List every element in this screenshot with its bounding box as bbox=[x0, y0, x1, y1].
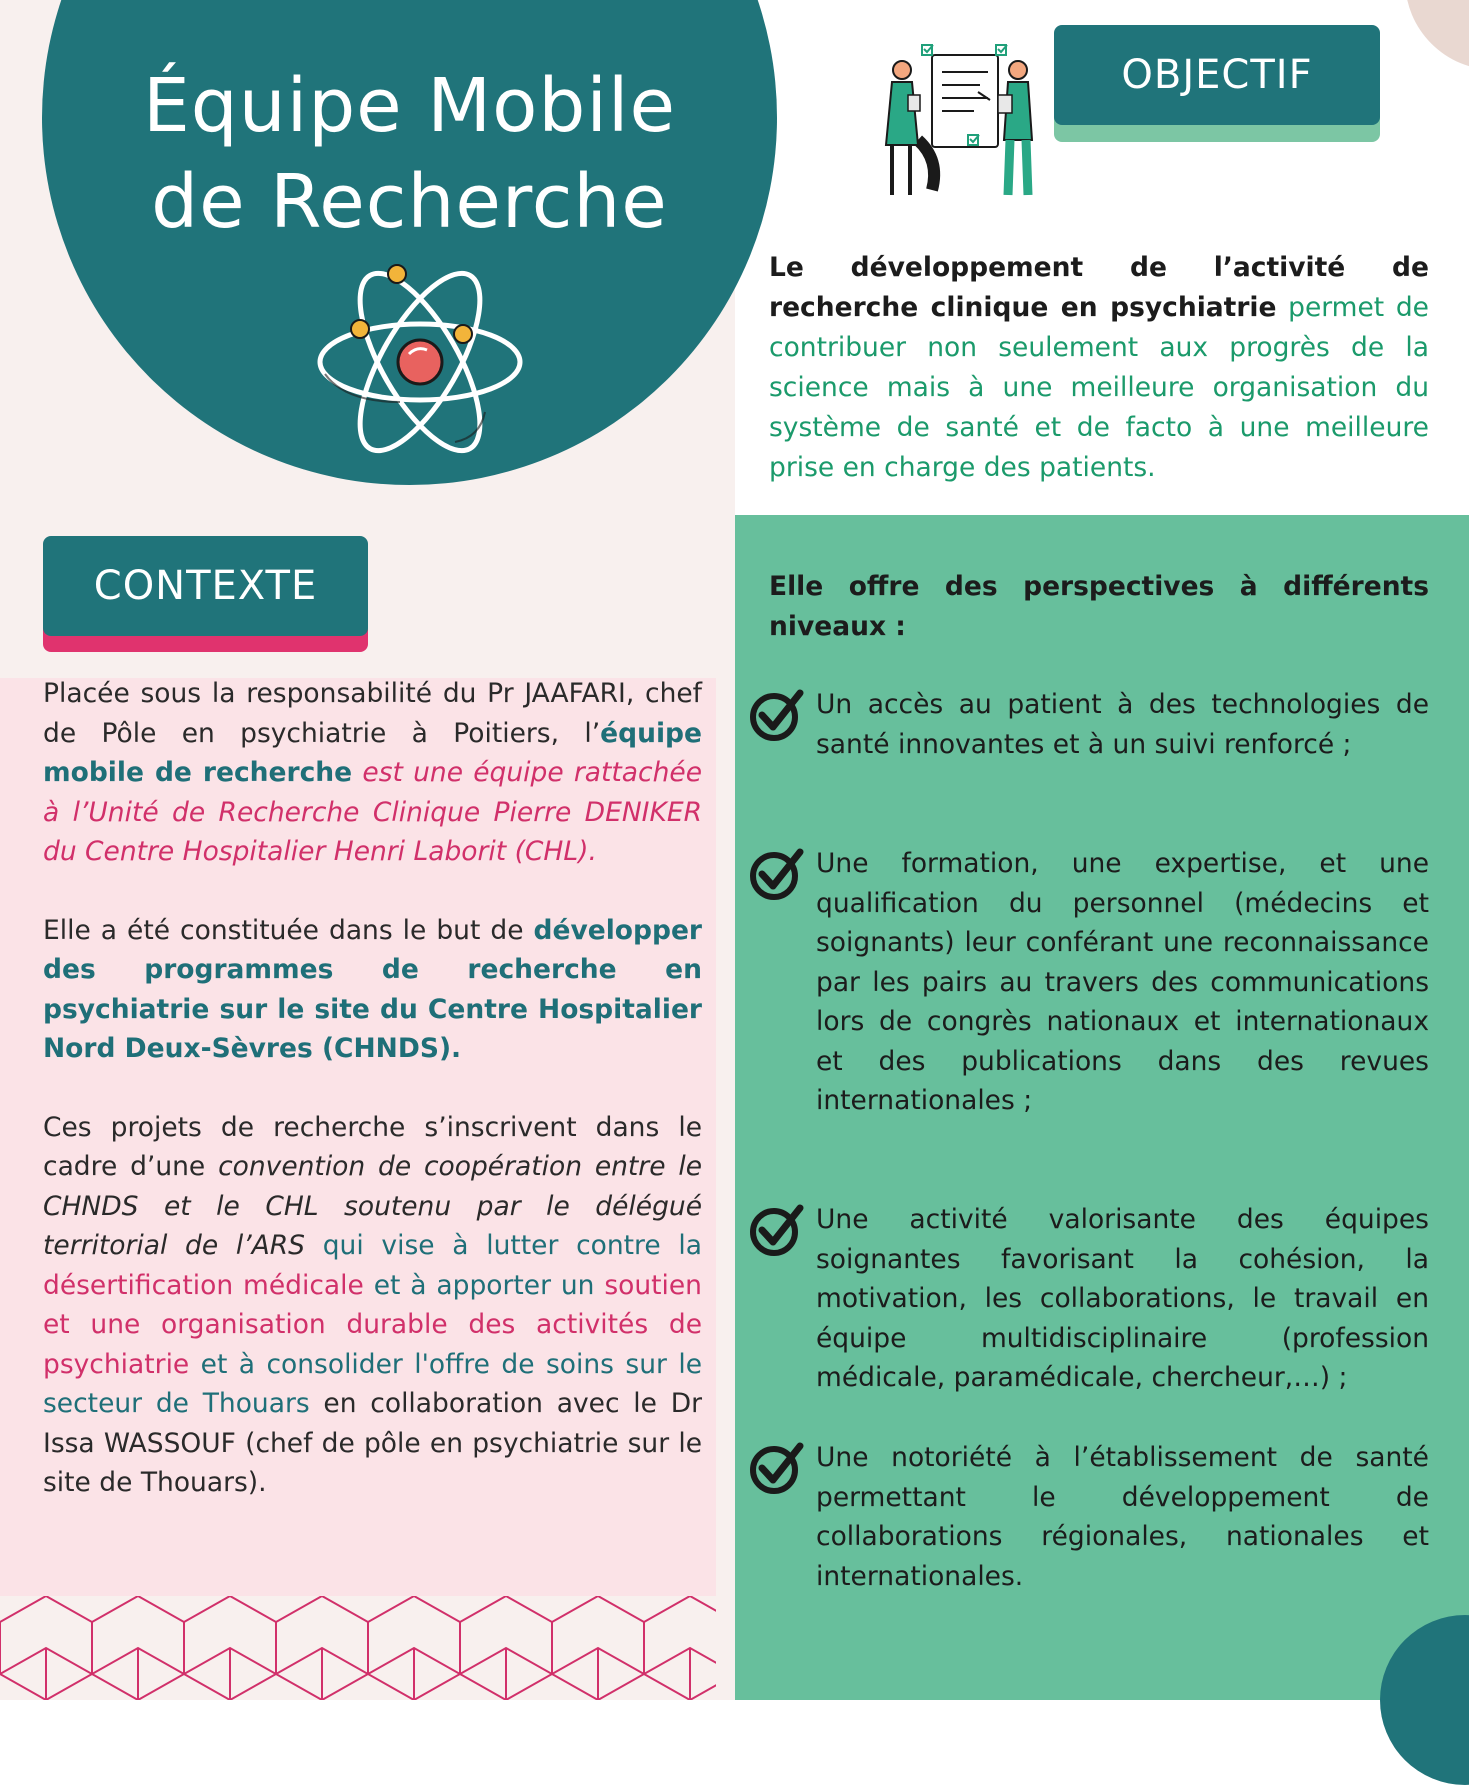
check-circle-icon bbox=[748, 846, 804, 902]
objectif-text-bold: Le développement de l’activité de recherche clinique en psychiatrie bbox=[769, 252, 1429, 323]
check-circle-icon bbox=[748, 1440, 804, 1496]
objectif-heading: OBJECTIF bbox=[1054, 25, 1380, 125]
honeycomb-pattern bbox=[0, 1596, 716, 1700]
atom-icon bbox=[305, 262, 535, 462]
check-circle-icon bbox=[748, 687, 804, 743]
perspective-text: Une formation, une expertise, et une qualification du personnel (médecins et soignants) leur conférant une reconnaissance par les pairs au travers des communications lors de congrès nationaux et internationaux et des publications dans des revues internationales ; bbox=[816, 848, 1429, 1116]
researchers-illustration-icon bbox=[870, 40, 1050, 205]
check-circle-icon bbox=[748, 1202, 804, 1258]
perspectives-intro: Elle offre des perspectives à différents niveaux : bbox=[769, 571, 1429, 642]
contexte-heading: CONTEXTE bbox=[43, 536, 368, 636]
decorative-circle-top bbox=[1405, 0, 1469, 70]
contexte-paragraph-2: Elle a été constituée dans le but de développer des programmes de recherche en psychiatrie sur le site du Centre Hospitalier Nord Deux-Sèvres (CHNDS). bbox=[43, 914, 702, 1064]
perspective-text: Une activité valorisante des équipes soignantes favorisant la cohésion, la motivation, les collaborations, le travail en équipe multidisciplinaire (profession médicale, paramédicale, chercheur,…) ; bbox=[816, 1204, 1429, 1393]
perspective-item bbox=[748, 685, 1429, 764]
perspective-text: Une notoriété à l’établissement de santé permettant le développement de collaborations régionales, nationales et internationales. bbox=[816, 1442, 1429, 1592]
contexte-paragraph-3: Ces projets de recherche s’inscrivent dans le cadre d’une convention de coopération entre le CHNDS et le CHL soutenu par le délégué territorial de l’ARS qui vise à lutter contre la désertification médicale et à apporter un soutien et une organisation durable des activités de psychiatrie et à consolider l'offre de soins sur le secteur de Thouars en collaboration avec le Dr Issa WASSOUF (chef de pôle en psychiatrie sur le site de Thouars). bbox=[43, 1111, 703, 1498]
objectif-text-rest: permet de contribuer non seulement aux progrès de la science mais à une meilleure organisation du système de santé et de facto à une meilleure prise en charge des patients. bbox=[769, 292, 1429, 483]
title-line-2: de Recherche bbox=[151, 159, 668, 245]
title-line-1: Équipe Mobile bbox=[143, 63, 676, 149]
perspective-item bbox=[748, 1438, 1429, 1596]
perspective-item bbox=[748, 844, 1429, 1121]
objectif-text bbox=[769, 248, 1429, 488]
contexte-text bbox=[43, 674, 702, 1542]
page-title bbox=[42, 58, 777, 250]
perspective-text: Un accès au patient à des technologies de santé innovantes et à un suivi renforcé ; bbox=[816, 689, 1429, 760]
perspective-item bbox=[748, 1200, 1429, 1398]
contexte-paragraph-1: Placée sous la responsabilité du Pr JAAFARI, chef de Pôle en psychiatrie à Poitiers, l’équipe mobile de recherche est une équipe rattachée à l’Unité de Recherche Clinique Pierre DENIKER du Centre Hospitalier Henri Laborit (CHL). bbox=[43, 678, 703, 867]
